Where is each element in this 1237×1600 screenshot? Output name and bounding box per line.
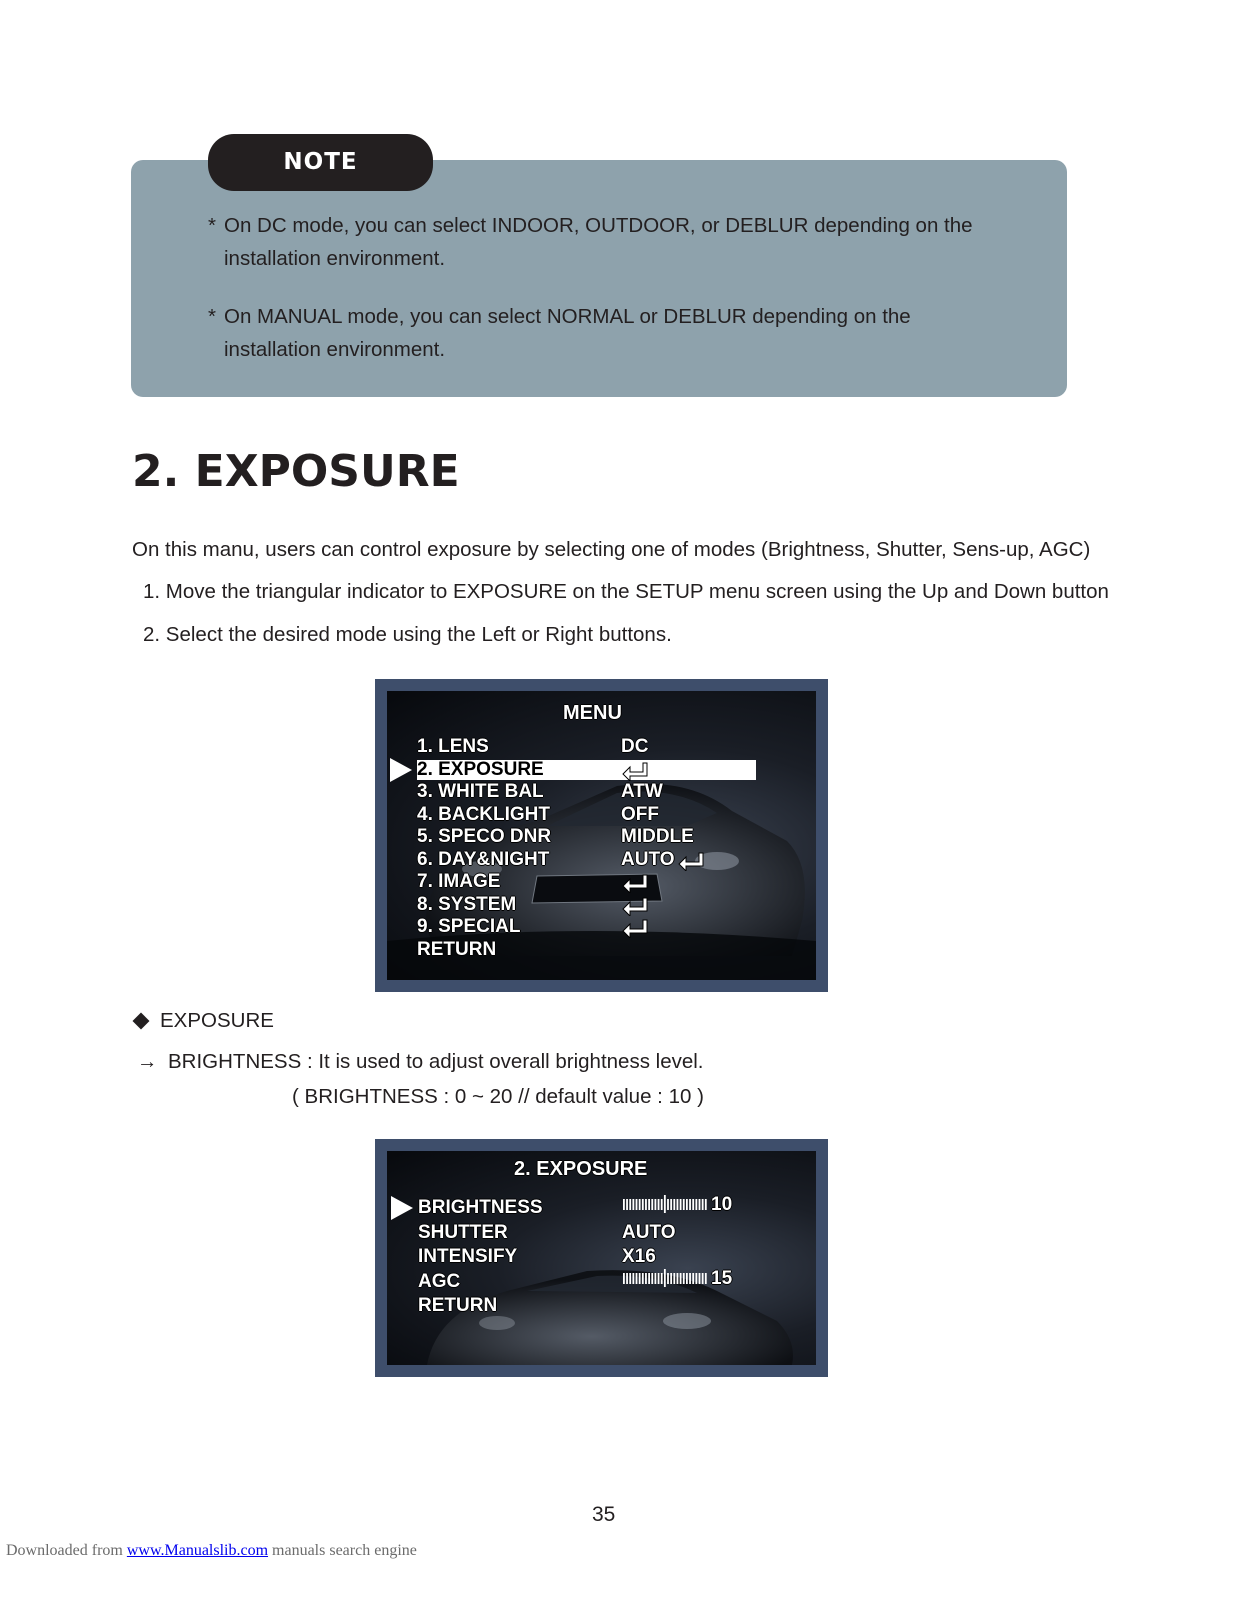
slider-marker [664,1269,666,1287]
menu-item-label: 1. LENS [417,736,489,757]
brightness-range: ( BRIGHTNESS : 0 ~ 20 // default value : 10 ) [292,1085,704,1108]
slider-tick [655,1273,657,1284]
slider-tick [699,1273,701,1284]
slider-tick [642,1273,644,1284]
slider-tick [645,1273,647,1284]
triangle-pointer-icon [390,758,412,782]
enter-icon [677,851,705,871]
note-text-continued: installation environment. [224,247,446,270]
note-bullet: * [208,214,216,237]
menu-item-label: RETURN [417,938,497,960]
slider-tick [670,1273,672,1284]
menu-item-value: AUTO [621,848,675,870]
slider-tick [695,1273,697,1284]
slider-tick [705,1199,707,1210]
slider-tick [639,1273,641,1284]
menu-item-label: 3. WHITE BAL [417,781,544,802]
slider-tick [692,1199,694,1210]
slider-tick [651,1199,653,1210]
slider-tick [670,1199,672,1210]
slider-tick [699,1199,701,1210]
menu-item-label: 2. EXPOSURE [417,758,544,780]
page-number: 35 [592,1503,616,1526]
footer-prefix: Downloaded from [6,1542,127,1559]
slider-tick [658,1273,660,1284]
footer-suffix: manuals search engine [268,1542,417,1559]
menu-item-label: 8. SYSTEM [417,893,517,915]
manualslib-link[interactable]: www.Manualslib.com [126,1542,269,1559]
slider-tick [636,1199,638,1210]
menu-item-value: MIDDLE [621,826,694,847]
slider-tick [667,1273,669,1284]
menu-item-label: 9. SPECIAL [417,916,521,937]
triangle-pointer-icon [391,1196,413,1220]
brightness-description: BRIGHTNESS : It is used to adjust overall brightness level. [168,1050,704,1073]
slider-tick [661,1199,663,1210]
slider-tick [632,1273,634,1284]
diamond-bullet-icon [133,1013,150,1030]
step-2: 2. Select the desired mode using the Left or Right buttons. [143,623,672,646]
exposure-item-label: AGC [418,1271,461,1292]
slider-tick [645,1199,647,1210]
slider-tick [705,1273,707,1284]
slider-tick [677,1273,679,1284]
note-text: On MANUAL mode, you can select NORMAL or DEBLUR depending on the [224,305,911,328]
slider-tick [623,1273,625,1284]
menu-item-value: OFF [621,803,659,825]
slider-tick [648,1199,650,1210]
slider-tick [689,1199,691,1210]
slider-tick [680,1273,682,1284]
menu-item-label: 5. SPECO DNR [417,826,552,847]
slider-tick [692,1273,694,1284]
slider-tick [626,1199,628,1210]
exposure-subheading: EXPOSURE [160,1009,274,1032]
slider-tick [689,1273,691,1284]
right-arrow-icon: → [137,1050,158,1073]
level-slider [622,1268,708,1288]
slider-tick [673,1199,675,1210]
exposure-screen [375,1139,828,1377]
slider-tick [683,1273,685,1284]
slider-tick [642,1199,644,1210]
slider-tick [636,1273,638,1284]
menu-item-label: 7. IMAGE [417,871,501,892]
menu-screen-display [387,691,816,980]
section-heading: 2. EXPOSURE [132,446,460,497]
level-slider [622,1194,708,1214]
exposure-item-label: INTENSIFY [418,1246,518,1267]
slider-tick [651,1273,653,1284]
exposure-screen-title: 2. EXPOSURE [514,1158,648,1180]
slider-tick [695,1199,697,1210]
slider-tick [673,1273,675,1284]
footer [6,1542,417,1560]
slider-tick [658,1199,660,1210]
intro-paragraph: On this manu, users can control exposure by selecting one of modes (Brightness, Shutter, Sens-up, AGC) [132,538,1091,561]
menu-title: MENU [563,702,622,724]
note-text-continued: installation environment. [224,338,446,361]
note-item-dc [208,209,973,275]
menu-item-label: 6. DAY&NIGHT [417,848,550,870]
slider-tick [677,1199,679,1210]
slider-tick [639,1199,641,1210]
slider-tick [626,1273,628,1284]
slider-tick [629,1273,631,1284]
slider-tick [655,1199,657,1210]
menu-screen [375,679,828,992]
exposure-item-value: AUTO [622,1222,676,1243]
note-text: On DC mode, you can select INDOOR, OUTDOOR, or DEBLUR depending on the [224,214,973,237]
slider-tick [632,1199,634,1210]
exposure-item-value: 15 [711,1268,733,1289]
menu-item-label: 4. BACKLIGHT [417,803,550,825]
exposure-item-label: SHUTTER [418,1222,508,1243]
menu-item-value: DC [621,736,649,757]
exposure-item-value: 10 [711,1194,733,1215]
menu-item-value: ATW [621,781,663,802]
slider-tick [686,1273,688,1284]
note-label: NOTE [208,134,433,191]
enter-icon [621,896,649,916]
slider-tick [686,1199,688,1210]
slider-tick [629,1199,631,1210]
slider-tick [661,1273,663,1284]
exposure-item-label: RETURN [418,1295,498,1316]
enter-icon [621,761,649,781]
slider-tick [648,1273,650,1284]
slider-tick [680,1199,682,1210]
slider-tick [702,1199,704,1210]
step-1: 1. Move the triangular indicator to EXPOSURE on the SETUP menu screen using the Up and Down button [143,580,1109,603]
slider-tick [702,1273,704,1284]
exposure-screen-display [387,1151,816,1365]
slider-tick [683,1199,685,1210]
note-item-manual [208,300,911,366]
note-bullet: * [208,305,216,328]
enter-icon [621,873,649,893]
slider-marker [664,1195,666,1213]
enter-icon [621,918,649,938]
exposure-item-value: X16 [622,1246,656,1267]
exposure-item-label: BRIGHTNESS [418,1197,543,1218]
slider-tick [667,1199,669,1210]
slider-tick [623,1199,625,1210]
